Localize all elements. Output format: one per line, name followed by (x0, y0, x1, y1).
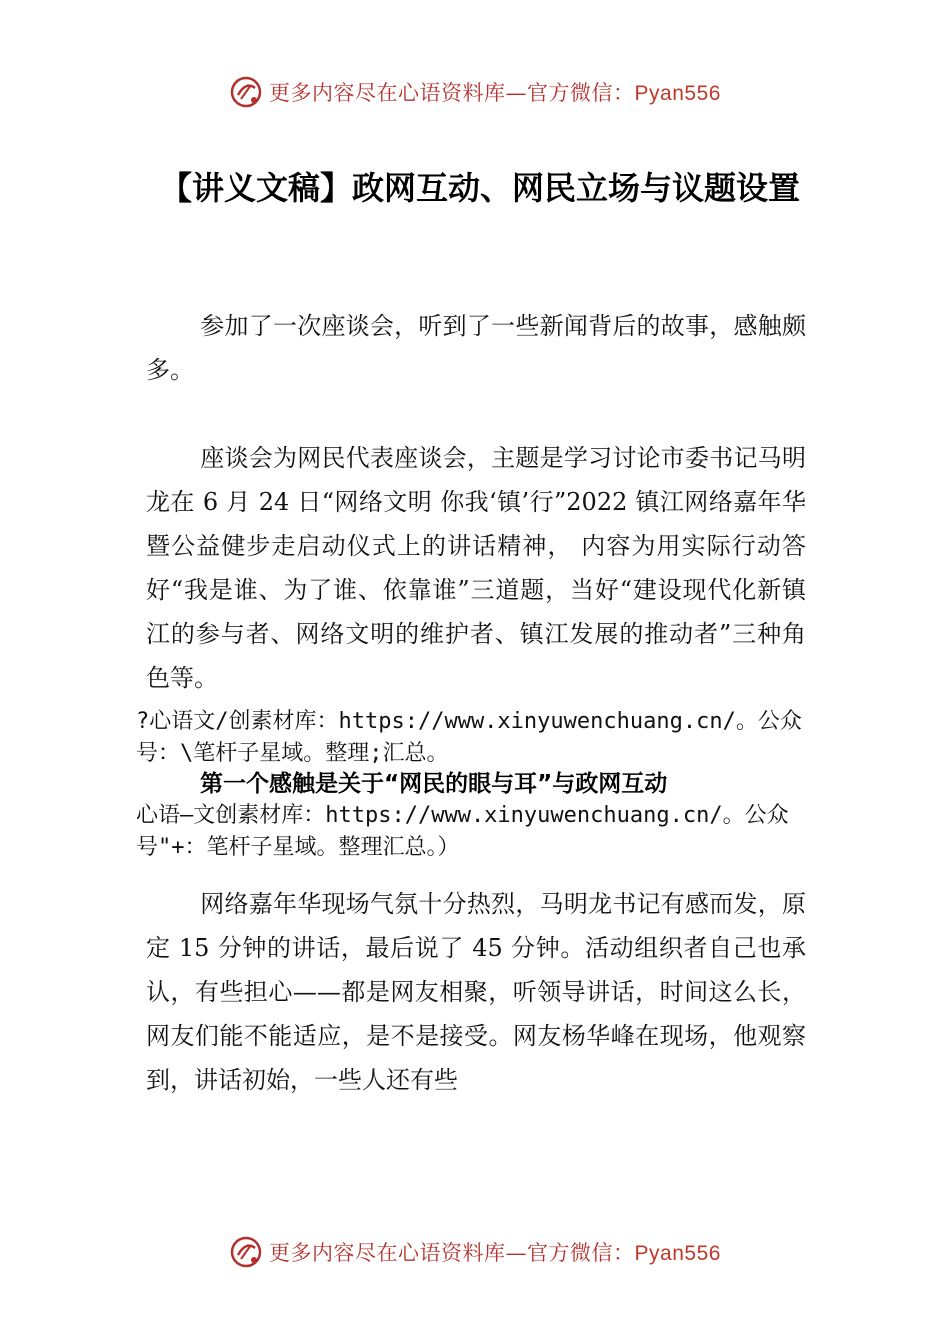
wechat-id: Pyan556 (634, 82, 721, 105)
header-banner (0, 72, 950, 112)
footer-banner (0, 1232, 950, 1272)
logo-icon (229, 75, 263, 109)
source-note: ?心语文/创素材库：https://www.xinyuwenchuang.cn/。公众号：\笔杆子星域。整理;汇总。 (136, 709, 802, 766)
logo-icon (229, 1235, 263, 1269)
page-title: 【讲义文稿】政网互动、网民立场与议题设置 (159, 169, 800, 207)
wechat-id: Pyan556 (634, 1242, 721, 1265)
banner-text: 更多内容尽在心语资料库—官方微信：Pyan556 (269, 81, 721, 105)
section-heading: 第一个感触是关于“网民的眼与耳”与政网互动 (200, 771, 668, 797)
banner-text: 更多内容尽在心语资料库—官方微信：Pyan556 (269, 1241, 721, 1265)
paragraph: 参加了一次座谈会，听到了一些新闻背后的故事，感触颇多。 (146, 312, 806, 384)
paragraph: 座谈会为网民代表座谈会，主题是学习讨论市委书记马明龙在 6 月 24 日“网络文明 你我‘镇’行”2022 镇江网络嘉年华暨公益健步走启动仪式上的讲话精神， 内容为用实际行动答好“我是谁、为了谁、依靠谁”三道题，当好“建设现代化新镇江的参与者、网络文明的维护者、镇江发展的推动者”三种角色等。 (146, 444, 806, 692)
paragraph: 网络嘉年华现场气氛十分热烈，马明龙书记有感而发，原定 15 分钟的讲话，最后说了 45 分钟。活动组织者自己也承认，有些担心——都是网友相聚，听领导讲话，时间这么长，网友们能不能适应，是不是接受。网友杨华峰在现场，他观察到，讲话初始，一些人还有些 (146, 890, 806, 1094)
source-note: 心语—文创素材库：https://www.xinyuwenchuang.cn/。公众号"+：笔杆子星域。整理汇总。） (136, 803, 789, 860)
